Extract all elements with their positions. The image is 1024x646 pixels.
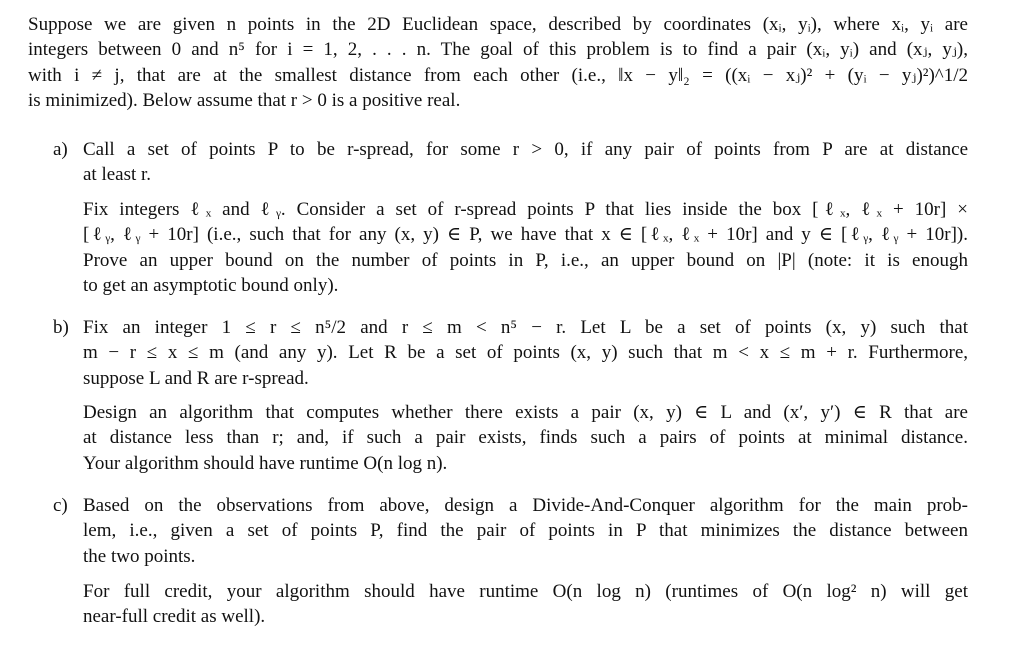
text-line: Call a set of points P to be r-spread, for some r > 0, if any pair of points from P are at distance xyxy=(83,139,968,160)
text-line: near-full credit as well). xyxy=(83,606,266,628)
text-line: with i ≠ j, that are at the smallest distance from each other (i.e., ‖x − y‖₂ = ((xᵢ − xⱼ)² + (yᵢ − yⱼ)²)^1/2 xyxy=(28,64,968,86)
part-a-paragraph-2 xyxy=(83,197,968,298)
text-line: the two points. xyxy=(83,545,196,567)
text-line: [ℓᵧ, ℓᵧ + 10r] (i.e., such that for any (x, y) ∈ P, we have that x ∈ [ℓₓ, ℓₓ + 10r] and y ∈ [ℓᵧ, ℓᵧ + 10r]). xyxy=(83,224,968,246)
text-line: is minimized). Below assume that r > 0 is a positive real. xyxy=(28,89,461,111)
text-line: Prove an upper bound on the number of points in P, i.e., an upper bound on |P| (note: it is enough xyxy=(83,249,968,271)
part-c-label: c) xyxy=(53,495,68,516)
text-line: Fix an integer 1 ≤ r ≤ n⁵/2 and r ≤ m < n⁵ − r. Let L be a set of points (x, y) such that xyxy=(83,317,968,338)
text-line: Based on the observations from above, design a Divide-And-Conquer algorithm for the main prob- xyxy=(83,495,968,516)
text-line: For full credit, your algorithm should have runtime O(n log n) (runtimes of O(n log² n) will get xyxy=(83,581,968,602)
text-line: suppose L and R are r-spread. xyxy=(83,367,309,389)
part-a-label: a) xyxy=(53,139,68,160)
text-line: Your algorithm should have runtime O(n log n). xyxy=(83,452,448,474)
text-line: to get an asymptotic bound only). xyxy=(83,274,339,296)
part-b-paragraph-2 xyxy=(83,400,968,476)
text-line: at least r. xyxy=(83,164,152,186)
part-c-paragraph-1 xyxy=(83,493,968,569)
part-c-paragraph-2 xyxy=(83,579,968,630)
part-b-label: b) xyxy=(53,317,69,338)
text-line: lem, i.e., given a set of points P, find the pair of points in P that minimizes the distance between xyxy=(83,520,968,542)
part-b-paragraph-1 xyxy=(83,315,968,391)
intro-paragraph xyxy=(28,12,968,113)
text-line: Design an algorithm that computes whether there exists a pair (x, y) ∈ L and (x′, y′) ∈ R that are xyxy=(83,402,968,423)
part-a-paragraph-1 xyxy=(83,137,968,188)
text-line: Suppose we are given n points in the 2D Euclidean space, described by coordinates (xᵢ, yᵢ), where xᵢ, yᵢ are xyxy=(28,14,968,35)
text-line: integers between 0 and n⁵ for i = 1, 2, . . . n. The goal of this problem is to find a pair (xᵢ, yᵢ) and (xⱼ, yⱼ), xyxy=(28,39,968,61)
text-line: m − r ≤ x ≤ m (and any y). Let R be a set of points (x, y) such that m < x ≤ m + r. Furthermore, xyxy=(83,342,968,364)
text-line: Fix integers ℓₓ and ℓᵧ. Consider a set of r-spread points P that lies inside the box [ℓₓ, ℓₓ + 10r] × xyxy=(83,199,968,220)
text-line: at distance less than r; and, if such a pair exists, finds such a pairs of points at minimal distance. xyxy=(83,427,968,449)
